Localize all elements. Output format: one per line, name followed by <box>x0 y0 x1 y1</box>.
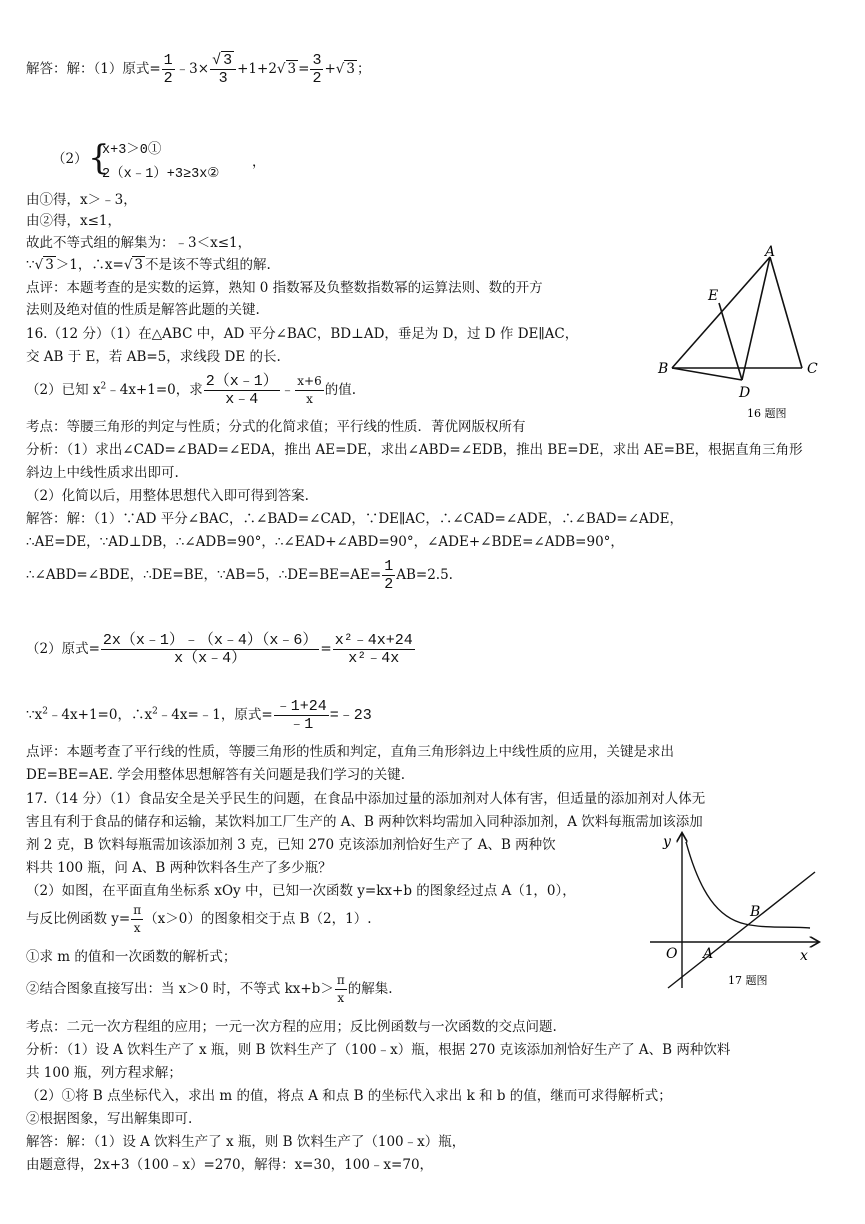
inequality-1: x+3＞0① <box>102 143 162 158</box>
fraction <box>210 52 236 87</box>
label-a: A <box>765 245 776 260</box>
q17-text-3: 剂 2 克，B 饮料每瓶需加该添加剂 3 克，已知 270 克该添加剂恰好生产了 A、B 两种饮 <box>26 837 556 853</box>
q17-analysis-2: 共 100 瓶，列方程求解； <box>26 1065 182 1081</box>
q16-answer-4 <box>26 632 416 667</box>
denominator: 2 <box>163 70 173 87</box>
numerator: 3 <box>312 52 322 69</box>
text: AB=2.5. <box>396 567 453 583</box>
q17-kaodian: 考点：二元一次方程组的应用；一元一次方程的应用；反比例函数与一次函数的交点问题. <box>26 1019 557 1035</box>
denominator: x <box>306 392 313 406</box>
q16-answer-5 <box>26 698 372 733</box>
numerator: x²﹣4x+24 <box>334 632 413 649</box>
denominator: x﹣4 <box>225 391 259 408</box>
label-c: C <box>807 361 818 377</box>
text: ； <box>356 61 371 77</box>
q16-analysis-1: 分析：（1）求出∠CAD=∠BAD=∠EDA，推出 AE=DE，求出∠ABD=∠EDB，推出 BE=DE，求出 AE=BE，根据直角三角形 <box>26 442 803 458</box>
q17-text-4: 料共 100 瓶，问 A、B 两种饮料各生产了多少瓶？ <box>26 860 332 876</box>
q17-answer-1: 解答：解：（1）设 A 饮料生产了 x 瓶，则 B 饮料生产了（100﹣x）瓶， <box>26 1134 466 1150</box>
step-3: 故此不等式组的解集为：﹣3＜x≤1， <box>26 235 252 251</box>
label-b: B <box>750 904 761 920</box>
denominator: x <box>133 921 141 935</box>
q16-text-2: 交 AB 于 E，若 AB=5，求线段 DE 的长. <box>26 349 281 365</box>
text: （x＞0）的图象相交于点 B（2，1）. <box>144 911 372 927</box>
numerator: π <box>335 972 347 990</box>
numerator: √ 3 <box>210 52 236 70</box>
q17-text-1: 17.（14 分）（1）食品安全是关乎民生的问题，在食品中添加过量的添加剂对人体有害，但适量的添加剂对人体无 <box>26 791 706 807</box>
comma: ， <box>252 154 266 170</box>
label-d: D <box>739 385 751 401</box>
comment-1: 点评：本题考查的是实数的运算，熟知 0 指数幂及负整数指数幂的运算法则、数的开方 <box>26 280 543 296</box>
text: = <box>298 61 310 77</box>
fraction <box>333 632 415 667</box>
label-o: O <box>666 946 678 962</box>
fraction <box>310 52 323 87</box>
line-bd <box>672 368 742 380</box>
text: + <box>324 61 336 77</box>
numerator: π <box>131 902 143 920</box>
comment-2: 法则及绝对值的性质是解答此题的关键. <box>26 302 260 318</box>
q17-analysis-1: 分析：（1）设 A 饮料生产了 x 瓶，则 B 饮料生产了（100﹣x）瓶，根据 270 克该添加剂恰好生产了 A、B 两种饮料 <box>26 1042 731 1058</box>
text: ﹣ <box>280 382 295 398</box>
fraction <box>204 373 280 408</box>
step-1: 由①得，x＞﹣3， <box>26 192 137 208</box>
fraction <box>295 373 323 408</box>
q17-analysis-3: （2）①将 B 点坐标代入，求出 m 的值，将点 A 和点 B 的坐标代入求出 k 和 b 的值，继而可求得解析式； <box>26 1088 672 1104</box>
numerator: 2（x﹣1） <box>205 373 278 390</box>
step-2: 由②得，x≤1， <box>26 213 122 229</box>
radicand: 3 <box>134 257 144 273</box>
q16-comment-2: DE=BE=AE. 学会用整体思想解答有关问题是我们学习的关键. <box>26 767 406 783</box>
superscript: 2 <box>152 706 158 717</box>
text: =﹣23 <box>329 707 372 724</box>
denominator: x²﹣4x <box>348 650 400 667</box>
label-y: y <box>663 834 671 850</box>
line-ab <box>672 257 770 368</box>
q17-text-6 <box>26 902 372 937</box>
hyperbola-curve <box>686 842 810 928</box>
superscript: 2 <box>42 706 48 717</box>
linear-function-line <box>668 872 815 988</box>
q16-text-1: 16.（12 分）（1）在△ABC 中，AD 平分∠BAC，BD⊥AD，垂足为 D，过 D 作 DE∥AC， <box>26 326 579 342</box>
q17-analysis-4: ②根据图象，写出解集即可. <box>26 1111 193 1127</box>
numerator: x+6 <box>295 373 323 391</box>
text: ∴∠ABD=∠BDE，∴DE=BE，∵AB=5，∴DE=BE=AE= <box>26 567 382 583</box>
text: ②结合图象直接写出：当 x＞0 时，不等式 kx+b＞ <box>26 981 334 997</box>
brace-icon: { <box>88 138 110 178</box>
solution-1-line: 解答：解：（1）原式= $\frac{1}{2}$ ﹣3× $\frac{√ 3}{3}$ +1+2√ 3 = $\frac{3}{2}$ +√ 3 ； <box>26 52 371 87</box>
fraction <box>101 632 320 667</box>
text: 解答：解：（1）原式= <box>26 61 161 77</box>
numerator: ﹣1+24 <box>275 698 327 715</box>
q17-text-5: （2）如图，在平面直角坐标系 xOy 中，已知一次函数 y=kx+b 的图象经过点 A（1，0）， <box>26 883 576 899</box>
label-a: A <box>703 946 714 962</box>
denominator: 2 <box>384 576 394 593</box>
q16-kaodian: 考点：等腰三角形的判定与性质；分式的化简求值；平行线的性质．菁优网版权所有 <box>26 419 526 435</box>
text: ﹣3× <box>175 61 210 77</box>
denominator: 3 <box>218 70 228 87</box>
q16-answer-3 <box>26 558 453 593</box>
text: ∵ <box>26 257 35 273</box>
denominator: 2 <box>312 70 322 87</box>
fraction <box>162 52 175 87</box>
fraction <box>131 902 143 937</box>
denominator: x <box>337 991 345 1005</box>
figure-16-caption: 16 题图 <box>747 407 787 420</box>
text: = <box>320 641 332 657</box>
line-ac <box>770 257 802 368</box>
text: （2）原式= <box>26 641 100 657</box>
q17-answer-2: 由题意得，2x+3（100﹣x）=270，解得：x=30，100﹣x=70， <box>26 1157 434 1173</box>
coordinate-figure-17 <box>650 828 825 998</box>
text: ﹣4x+1=0，求 <box>106 382 203 398</box>
q16-comment-1: 点评：本题考查了平行线的性质，等腰三角形的性质和判定，直角三角形斜边上中线性质的应用，关键是求出 <box>26 744 674 760</box>
fraction <box>274 698 329 733</box>
superscript: 2 <box>100 381 107 392</box>
q17-text-8 <box>26 972 393 1007</box>
system-label: （2） <box>52 151 88 167</box>
numerator: 1 <box>384 558 394 575</box>
q16-analysis-2: 斜边上中线性质求出即可. <box>26 465 179 481</box>
q16-text-3 <box>26 373 356 408</box>
denominator: x（x﹣4） <box>174 650 247 667</box>
q16-analysis-3: （2）化简以后，用整体思想代入即可得到答案. <box>26 488 309 504</box>
q17-text-2: 害且有利于食品的储存和运输，某饮料加工厂生产的 A、B 两种饮料均需加入同种添加剂，A 饮料每瓶需加该添加 <box>26 814 703 830</box>
fraction <box>335 972 347 1007</box>
label-x: x <box>800 948 808 964</box>
text: 的值. <box>324 382 357 398</box>
q16-answer-1: 解答：解：（1）∵AD 平分∠BAC，∴∠BAD=∠CAD，∵DE∥AC，∴∠CAD=∠ADE，∴∠BAD=∠ADE， <box>26 511 683 527</box>
label-e: E <box>708 288 719 304</box>
text: ∵x <box>26 707 43 723</box>
text: ﹣4x+1=0，∴x <box>47 707 153 723</box>
text: （2）已知 x <box>26 382 101 398</box>
text: 与反比例函数 y= <box>26 911 131 927</box>
numerator: 1 <box>163 52 173 69</box>
q17-text-7: ①求 m 的值和一次函数的解析式； <box>26 949 237 965</box>
fraction <box>382 558 395 593</box>
radicand: 3 <box>287 61 297 77</box>
line-ad <box>742 257 770 380</box>
label-b: B <box>658 361 669 377</box>
text: ﹣4x=﹣1，原式= <box>157 707 273 723</box>
q16-answer-2: ∴AE=DE，∵AD⊥DB，∴∠ADB=90°，∴∠EAD+∠ABD=90°，∠ADE+∠BDE=∠ADB=90°， <box>26 534 624 550</box>
text: 不是该不等式组的解. <box>145 257 271 273</box>
figure-17-caption: 17 题图 <box>728 974 768 987</box>
step-4: ∵√ 3 ＞1，∴x=√ 3 不是该不等式组的解. <box>26 257 271 273</box>
text: +1+2 <box>237 61 277 77</box>
radicand: 3 <box>45 257 54 273</box>
text: 的解集. <box>347 981 393 997</box>
radicand: 3 <box>223 52 233 69</box>
text: ＞1，∴x= <box>55 257 124 273</box>
inequality-2: 2（x﹣1）+3≥3x② <box>102 167 220 182</box>
radicand: 3 <box>346 61 355 77</box>
denominator: ﹣1 <box>289 716 314 733</box>
triangle-figure-16 <box>655 245 830 430</box>
numerator: 2x（x﹣1）﹣（x﹣4）（x﹣6） <box>102 632 318 649</box>
